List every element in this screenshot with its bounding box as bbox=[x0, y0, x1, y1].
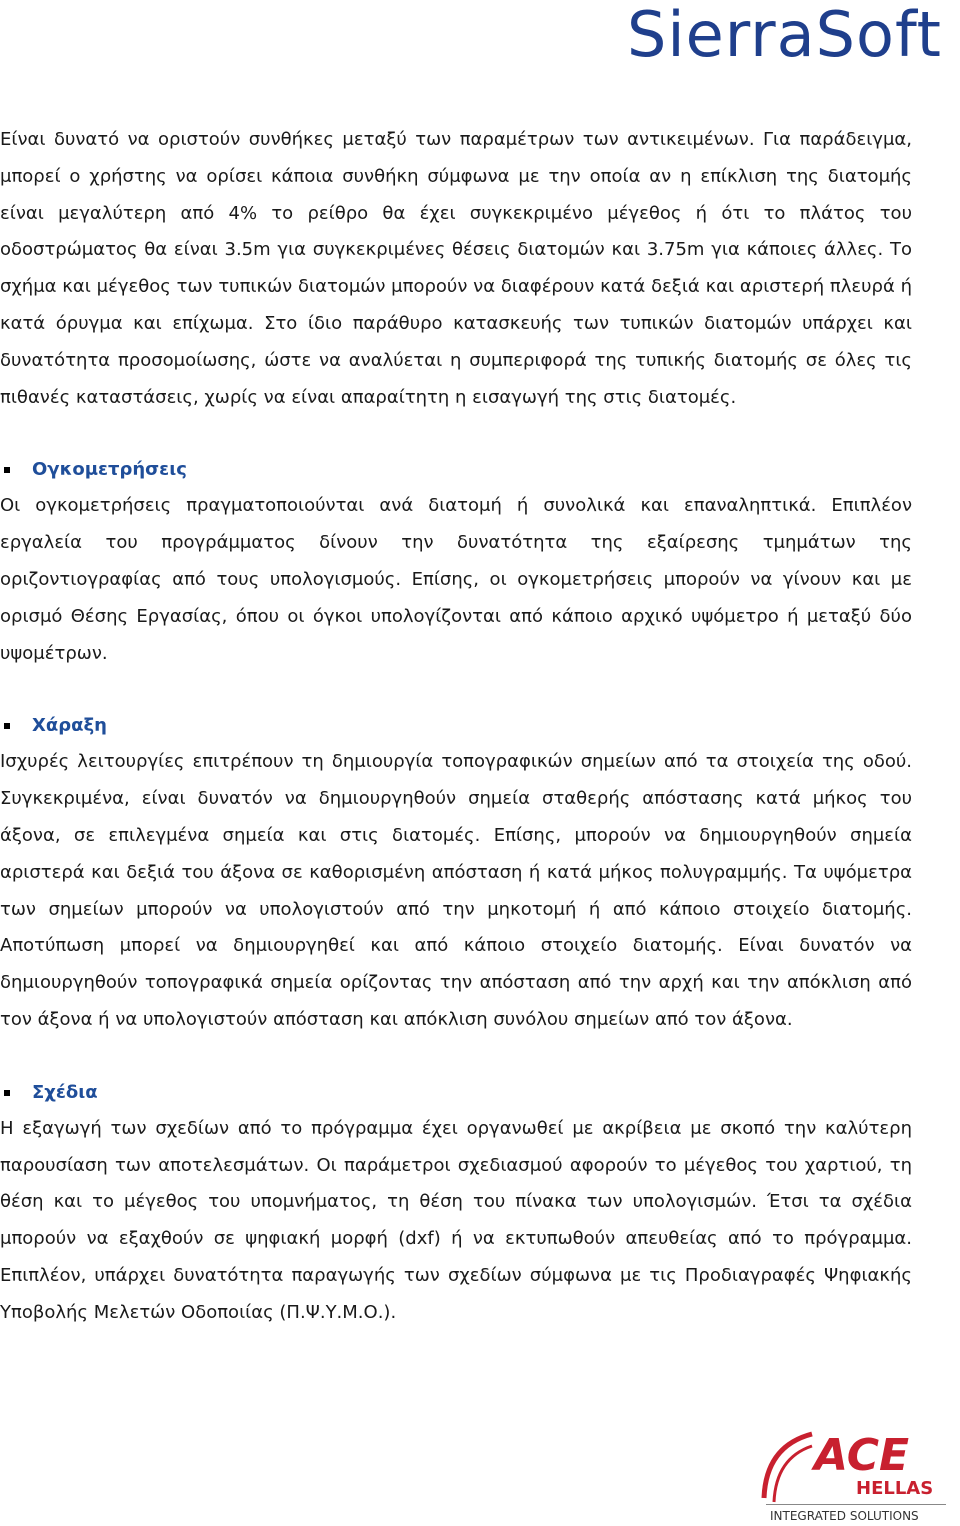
section-title: Σχέδια bbox=[32, 1081, 98, 1103]
logo-tagline-text: INTEGRATED SOLUTIONS bbox=[770, 1509, 919, 1523]
section-title: Ογκομετρήσεις bbox=[32, 459, 187, 481]
logo-main-text: ACE bbox=[814, 1430, 910, 1481]
intro-paragraph: Είναι δυνατό να οριστούν συνθήκες μεταξύ των παραμέτρων των αντικειμένων. Για παράδειγμα, μπορεί ο χρήστης να ορίσει κάποια συνθήκη σύμφωνα με την οποία αν η επίκλιση της διατομής είναι μεγαλύτερη από 4% το ρείθρο θα έχει συγκεκριμένο μέγεθος ή ότι το πλάτος του οδοστρώματος θα είναι 3.5m για συγκεκριμένες θέσεις διατομών και 3.75m για κάποιες άλλες. Το σχήμα και μέγεθος των τυπικών διατομών μπορούν να διαφέρουν κατά δεξιά και αριστερή πλευρά ή κατά όρυγμα και επίχωμα. Στο ίδιο παράθυρο κατασκευής των τυπικών διατομών υπάρχει και δυνατότητα προσομοίωσης, ώστε να αναλύεται η συμπεριφορά της τυπικής διατομής σε όλες τις πιθανές καταστάσεις, χωρίς να είναι απαραίτητη η εισαγωγή της στις διατομές. bbox=[0, 129, 912, 408]
bullet-icon bbox=[4, 1090, 10, 1096]
bullet-icon bbox=[4, 467, 10, 473]
section-heading bbox=[0, 1075, 912, 1111]
bullet-icon bbox=[4, 723, 10, 729]
section-staking bbox=[0, 708, 912, 1038]
document-body bbox=[0, 122, 912, 1332]
section-heading bbox=[0, 452, 912, 488]
section-heading bbox=[0, 708, 912, 744]
section-drawings bbox=[0, 1075, 912, 1332]
section-paragraph: Ισχυρές λειτουργίες επιτρέπουν τη δημιουργία τοπογραφικών σημείων από τα στοιχεία της οδού. Συγκεκριμένα, είναι δυνατόν να δημιουργηθούν σημεία σταθερής απόστασης κατά μήκος του άξονα, σε επιλεγμένα σημεία και στις διατομές. Επίσης, μπορούν να δημιουργηθούν σημεία αριστερά και δεξιά του άξονα σε καθορισμένη απόσταση ή κατά μήκος πολυγραμμής. Τα υψόμετρα των σημείων μπορούν να υπολογιστούν από την μηκοτομή ή από κάποιο στοιχείο διατομής. Αποτύπωση μπορεί να δημιουργηθεί και από κάποιο στοιχείο διατομής. Είναι δυνατόν να δημιουργηθούν τοπογραφικά σημεία ορίζοντας την απόσταση από την αρχή και την απόκλιση από τον άξονα ή να υπολογιστούν απόσταση και απόκλιση συνόλου σημείων από τον άξονα. bbox=[0, 751, 912, 1030]
section-paragraph: Η εξαγωγή των σχεδίων από το πρόγραμμα έχει οργανωθεί με ακρίβεια με σκοπό την καλύτερη παρουσίαση των αποτελεσμάτων. Οι παράμετροι σχεδιασμού αφορούν το μέγεθος του χαρτιού, τη θέση και το μέγεθος του υπομνήματος, τη θέση του πίνακα των υπολογισμών. Έτσι τα σχέδια μπορούν να εξαχθούν σε ψηφιακή μορφή (dxf) ή να εκτυπωθούν απευθείας από το πρόγραμμα. Επιπλέον, υπάρχει δυνατότητα παραγωγής των σχεδίων σύμφωνα με τις Προδιαγραφές Ψηφιακής Υποβολής Μελετών Οδοποιίας (Π.Ψ.Υ.Μ.Ο.). bbox=[0, 1117, 912, 1323]
section-volumes bbox=[0, 452, 912, 672]
sierrasoft-logo: SierraSoft bbox=[627, 0, 942, 71]
logo-sub-text: HELLAS bbox=[856, 1478, 934, 1499]
section-title: Χάραξη bbox=[32, 715, 107, 737]
ace-hellas-logo bbox=[756, 1428, 952, 1524]
logo-arc-icon bbox=[764, 1434, 812, 1498]
section-paragraph: Οι ογκομετρήσεις πραγματοποιούνται ανά διατομή ή συνολικά και επαναληπτικά. Επιπλέον εργαλεία του προγράμματος δίνουν την δυνατότητα της εξαίρεσης τμημάτων της οριζοντιογραφίας από τους υπολογισμούς. Επίσης, οι ογκομετρήσεις μπορούν να γίνουν και με ορισμό Θέσης Εργασίας, όπου οι όγκοι υπολογίζονται από κάποιο αρχικό υψόμετρο ή μεταξύ δύο υψομέτρων. bbox=[0, 495, 912, 664]
